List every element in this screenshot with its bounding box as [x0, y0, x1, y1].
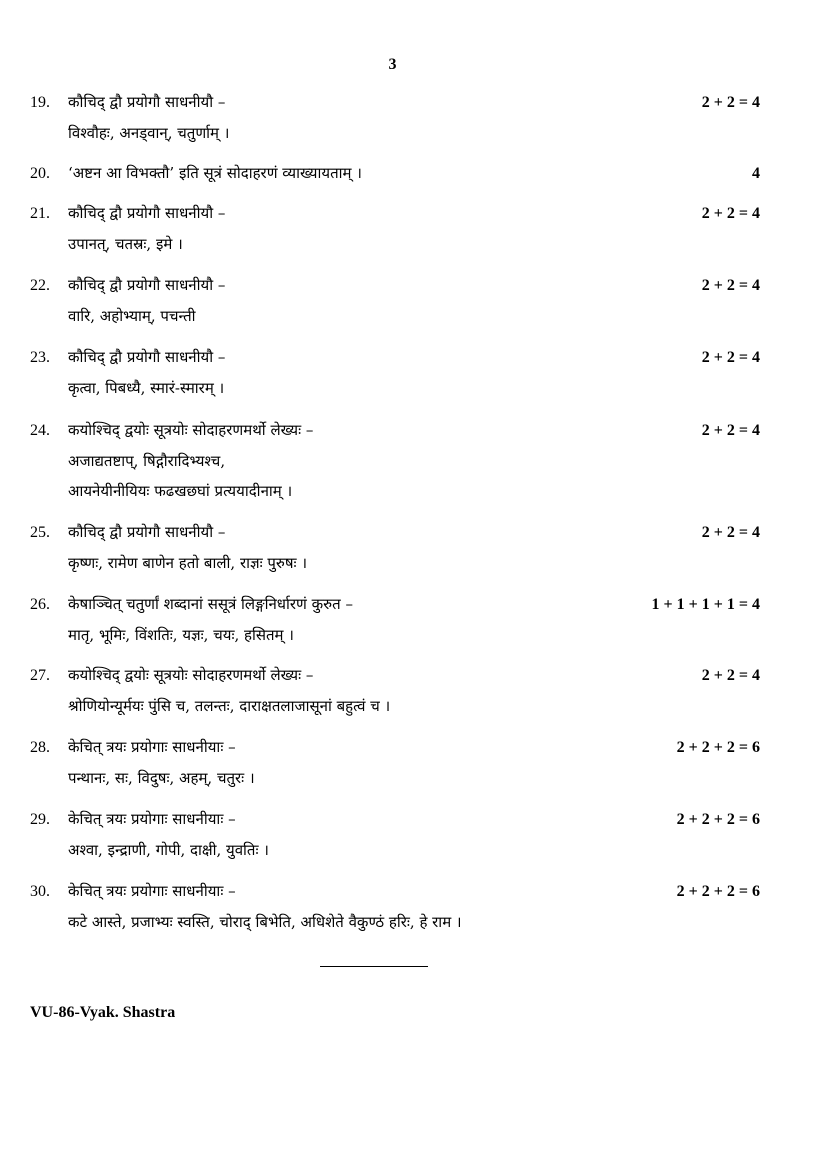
- question-subline: पन्थानः, सः, विदुषः, अहम्, चतुरः ।: [68, 769, 255, 787]
- question-item: [30, 347, 760, 399]
- question-text: कौचिद् द्वौ प्रयोगौ साधनीयौ –: [68, 93, 226, 111]
- question-header: [30, 203, 760, 225]
- question-marks: 2 + 2 = 4: [701, 94, 760, 111]
- end-divider: [320, 966, 428, 967]
- question-text: केचित् त्रयः प्रयोगाः साधनीयाः –: [68, 882, 236, 900]
- question-header: [30, 737, 760, 759]
- question-number: 28.: [30, 739, 50, 756]
- question-item: [30, 594, 760, 646]
- question-header: [30, 881, 760, 903]
- question-subline: कृत्वा, पिबध्यै, स्मारं-स्मारम् ।: [68, 379, 225, 397]
- question-subline: अश्वा, इन्द्राणी, गोपी, दाक्षी, युवतिः ।: [68, 841, 269, 859]
- question-header: [30, 275, 760, 297]
- question-text: कयोश्चिद् द्वयोः सूत्रयोः सोदाहरणमर्थो लेख्यः –: [68, 666, 314, 684]
- question-subline: कृष्णः, रामेण बाणेन हतो बाली, राज्ञः पुरुषः ।: [68, 554, 308, 572]
- question-marks: 2 + 2 + 2 = 6: [676, 811, 760, 828]
- question-item: [30, 522, 760, 574]
- question-number: 29.: [30, 811, 50, 828]
- question-number: 22.: [30, 277, 50, 294]
- question-header: [30, 92, 760, 114]
- question-item: [30, 665, 760, 717]
- question-header: [30, 594, 760, 616]
- question-item: [30, 809, 760, 861]
- question-marks: 2 + 2 + 2 = 6: [676, 883, 760, 900]
- question-text: कौचिद् द्वौ प्रयोगौ साधनीयौ –: [68, 348, 226, 366]
- question-marks: 4: [752, 165, 760, 182]
- question-text: कौचिद् द्वौ प्रयोगौ साधनीयौ –: [68, 523, 226, 541]
- question-number: 30.: [30, 883, 50, 900]
- question-marks: 2 + 2 = 4: [701, 524, 760, 541]
- question-item: [30, 203, 760, 255]
- question-subline: विश्वौहः, अनड्वान्, चतुर्णाम् ।: [68, 124, 230, 142]
- question-item: [30, 420, 760, 502]
- question-number: 26.: [30, 596, 50, 613]
- paper-code: VU-86-Vyak. Shastra: [30, 1004, 176, 1021]
- question-number: 24.: [30, 422, 50, 439]
- question-marks: 1 + 1 + 1 + 1 = 4: [651, 596, 760, 613]
- page-number: 3: [388, 56, 397, 73]
- question-subline: उपानत्, चतस्रः, इमे ।: [68, 235, 183, 253]
- question-number: 20.: [30, 165, 50, 182]
- question-item: [30, 92, 760, 144]
- question-text: ‘अष्टन आ विभक्तौ’ इति सूत्रं सोदाहरणं व्याख्यायताम् ।: [68, 164, 362, 182]
- question-item: [30, 881, 760, 933]
- question-text: केचित् त्रयः प्रयोगाः साधनीयाः –: [68, 810, 236, 828]
- question-subline: मातृ, भूमिः, विंशतिः, यज्ञः, चयः, हसितम् ।: [68, 626, 294, 644]
- question-item: [30, 737, 760, 789]
- question-subline: वारि, अहोभ्याम्, पचन्ती: [68, 307, 196, 325]
- question-subline: आयनेयीनीयियः फढखछघां प्रत्ययादीनाम् ।: [68, 482, 293, 500]
- question-subline: अजाद्यतष्टाप्, षिद्गौरादिभ्यश्च,: [68, 452, 226, 470]
- question-header: [30, 347, 760, 369]
- question-marks: 2 + 2 = 4: [701, 422, 760, 439]
- question-text: कौचिद् द्वौ प्रयोगौ साधनीयौ –: [68, 276, 226, 294]
- question-item: [30, 163, 760, 185]
- question-text: केचित् त्रयः प्रयोगाः साधनीयाः –: [68, 738, 236, 756]
- question-subline: कटे आस्ते, प्रजाभ्यः स्वस्ति, चोराद् बिभेति, अधिशेते वैकुण्ठं हरिः, हे राम ।: [68, 913, 462, 931]
- question-number: 25.: [30, 524, 50, 541]
- question-header: [30, 420, 760, 442]
- question-subline: श्रोणियोन्यूर्मयः पुंसि च, तलन्तः, दाराक्षतलाजासूनां बहुत्वं च ।: [68, 697, 391, 715]
- question-header: [30, 522, 760, 544]
- question-text: कौचिद् द्वौ प्रयोगौ साधनीयौ –: [68, 204, 226, 222]
- question-header: [30, 809, 760, 831]
- question-marks: 2 + 2 = 4: [701, 277, 760, 294]
- question-marks: 2 + 2 = 4: [701, 349, 760, 366]
- question-number: 23.: [30, 349, 50, 366]
- question-item: [30, 275, 760, 327]
- question-text: केषाञ्चित् चतुर्णां शब्दानां ससूत्रं लिङ्गनिर्धारणं कुरुत –: [68, 595, 353, 613]
- question-number: 27.: [30, 667, 50, 684]
- question-number: 21.: [30, 205, 50, 222]
- question-marks: 2 + 2 = 4: [701, 667, 760, 684]
- question-number: 19.: [30, 94, 50, 111]
- question-header: [30, 163, 760, 185]
- question-marks: 2 + 2 + 2 = 6: [676, 739, 760, 756]
- question-marks: 2 + 2 = 4: [701, 205, 760, 222]
- question-header: [30, 665, 760, 687]
- question-text: कयोश्चिद् द्वयोः सूत्रयोः सोदाहरणमर्थो लेख्यः –: [68, 421, 314, 439]
